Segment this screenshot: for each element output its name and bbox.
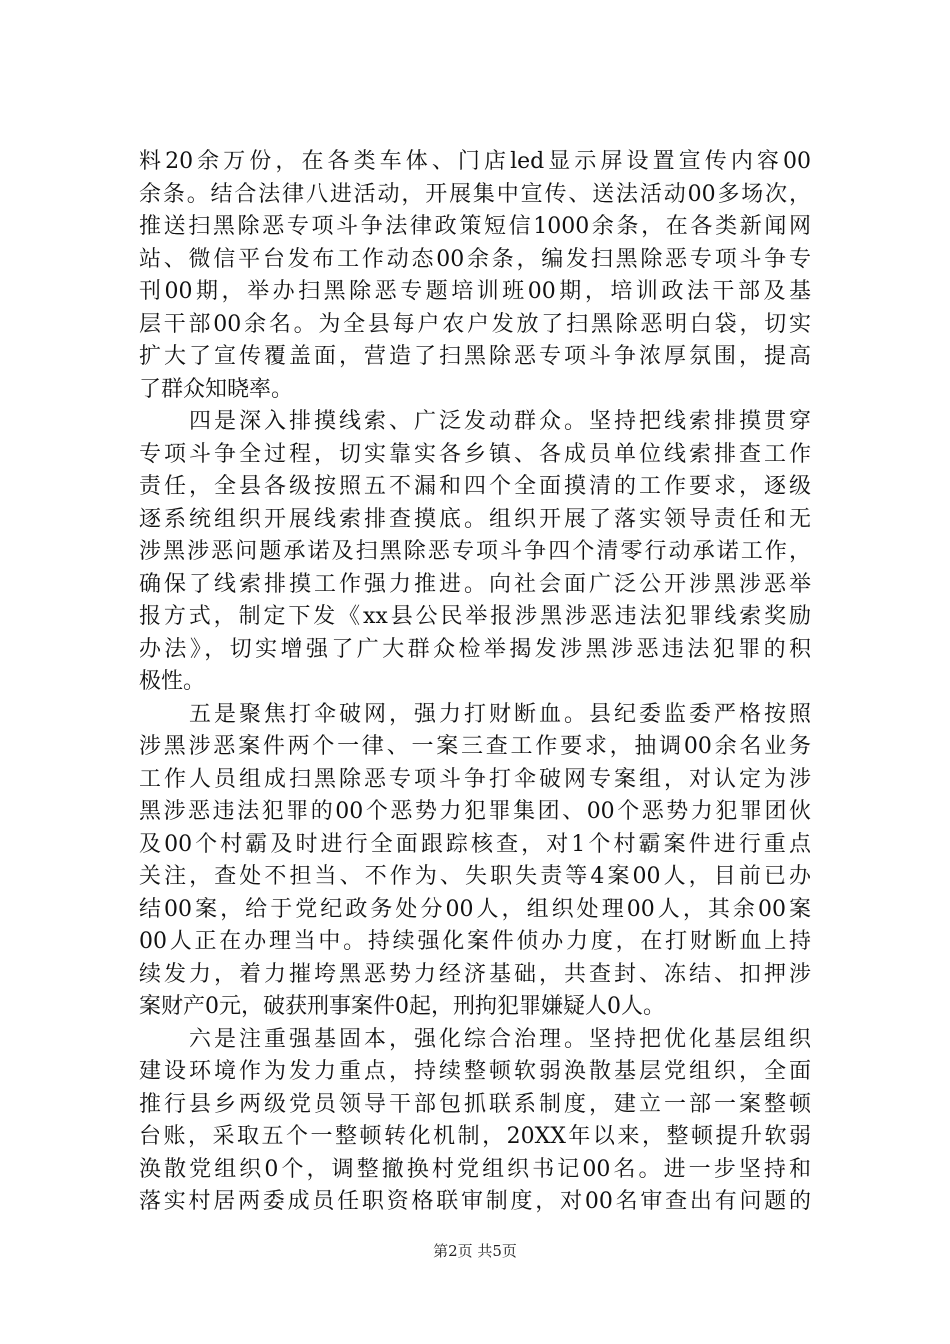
text-line: 逐系统组织开展线索排查摸底。组织开展了落实领导责任和无 bbox=[139, 506, 811, 532]
text-line: 关注，查处不担当、不作为、失职失责等4案00人，目前已办 bbox=[139, 864, 811, 889]
text-line: 责任，全县各级按照五不漏和四个全面摸清的工作要求，逐级 bbox=[139, 474, 811, 499]
text-line: 四是深入排摸线索、广泛发动群众。坚持把线索排摸贯穿 bbox=[139, 409, 811, 434]
text-line: 工作人员组成扫黑除恶专项斗争打伞破网专案组，对认定为涉 bbox=[139, 766, 811, 792]
text-line: 料20余万份，在各类车体、门店led显示屏设置宣传内容00 bbox=[139, 149, 811, 174]
page-footer: 第2页 共5页 bbox=[433, 1242, 517, 1260]
text-line: 极性。 bbox=[139, 669, 206, 694]
text-line: 续发力，着力摧垮黑恶势力经济基础，共查封、冻结、扣押涉 bbox=[139, 961, 811, 987]
text-line: 层干部00余名。为全县每户农户发放了扫黑除恶明白袋，切实 bbox=[139, 311, 811, 337]
text-line: 五是聚焦打伞破网，强力打财断血。县纪委监委严格按照 bbox=[139, 701, 811, 727]
text-line: 00人正在办理当中。持续强化案件侦办力度，在打财断血上持 bbox=[139, 929, 811, 954]
text-line: 扩大了宣传覆盖面，营造了扫黑除恶专项斗争浓厚氛围，提高 bbox=[139, 344, 811, 369]
text-line: 涣散党组织0个，调整撤换村党组织书记00名。进一步坚持和 bbox=[139, 1156, 811, 1182]
text-line: 黑涉恶违法犯罪的00个恶势力犯罪集团、00个恶势力犯罪团伙 bbox=[139, 799, 811, 824]
text-line: 及00个村霸及时进行全面跟踪核查，对1个村霸案件进行重点 bbox=[139, 831, 811, 857]
text-line: 落实村居两委成员任职资格联审制度，对00名审查出有问题的 bbox=[139, 1189, 811, 1214]
text-line: 台账，采取五个一整顿转化机制，20XX年以来，整顿提升软弱 bbox=[139, 1124, 811, 1149]
text-line: 六是注重强基固本，强化综合治理。坚持把优化基层组织 bbox=[139, 1026, 811, 1052]
text-line: 推送扫黑除恶专项斗争法律政策短信1000余条，在各类新闻网 bbox=[139, 214, 811, 239]
text-line: 建设环境作为发力重点，持续整顿软弱涣散基层党组织，全面 bbox=[139, 1059, 811, 1084]
text-line: 确保了线索排摸工作强力推进。向社会面广泛公开涉黑涉恶举 bbox=[139, 571, 811, 597]
text-line: 涉黑涉恶案件两个一律、一案三查工作要求，抽调00余名业务 bbox=[139, 734, 811, 759]
text-line: 报方式，制定下发《xx县公民举报涉黑涉恶违法犯罪线索奖励 bbox=[139, 604, 811, 629]
text-line: 刊00期，举办扫黑除恶专题培训班00期，培训政法干部及基 bbox=[139, 279, 811, 304]
document-body bbox=[139, 146, 811, 1219]
text-line: 结00案，给于党纪政务处分00人，组织处理00人，其余00案 bbox=[139, 896, 811, 922]
text-line: 专项斗争全过程，切实靠实各乡镇、各成员单位线索排查工作 bbox=[139, 441, 811, 467]
text-line: 了群众知晓率。 bbox=[139, 376, 294, 402]
text-line: 涉黑涉恶问题承诺及扫黑除恶专项斗争四个清零行动承诺工作， bbox=[139, 539, 811, 564]
text-line: 余条。结合法律八进活动，开展集中宣传、送法活动00多场次， bbox=[139, 181, 811, 207]
text-line: 案财产0元，破获刑事案件0起，刑拘犯罪嫌疑人0人。 bbox=[139, 994, 665, 1019]
text-line: 站、微信平台发布工作动态00余条，编发扫黑除恶专项斗争专 bbox=[139, 246, 811, 272]
text-line: 推行县乡两级党员领导干部包抓联系制度，建立一部一案整顿 bbox=[139, 1091, 811, 1117]
text-line: 办法》，切实增强了广大群众检举揭发涉黑涉恶违法犯罪的积 bbox=[139, 636, 811, 662]
